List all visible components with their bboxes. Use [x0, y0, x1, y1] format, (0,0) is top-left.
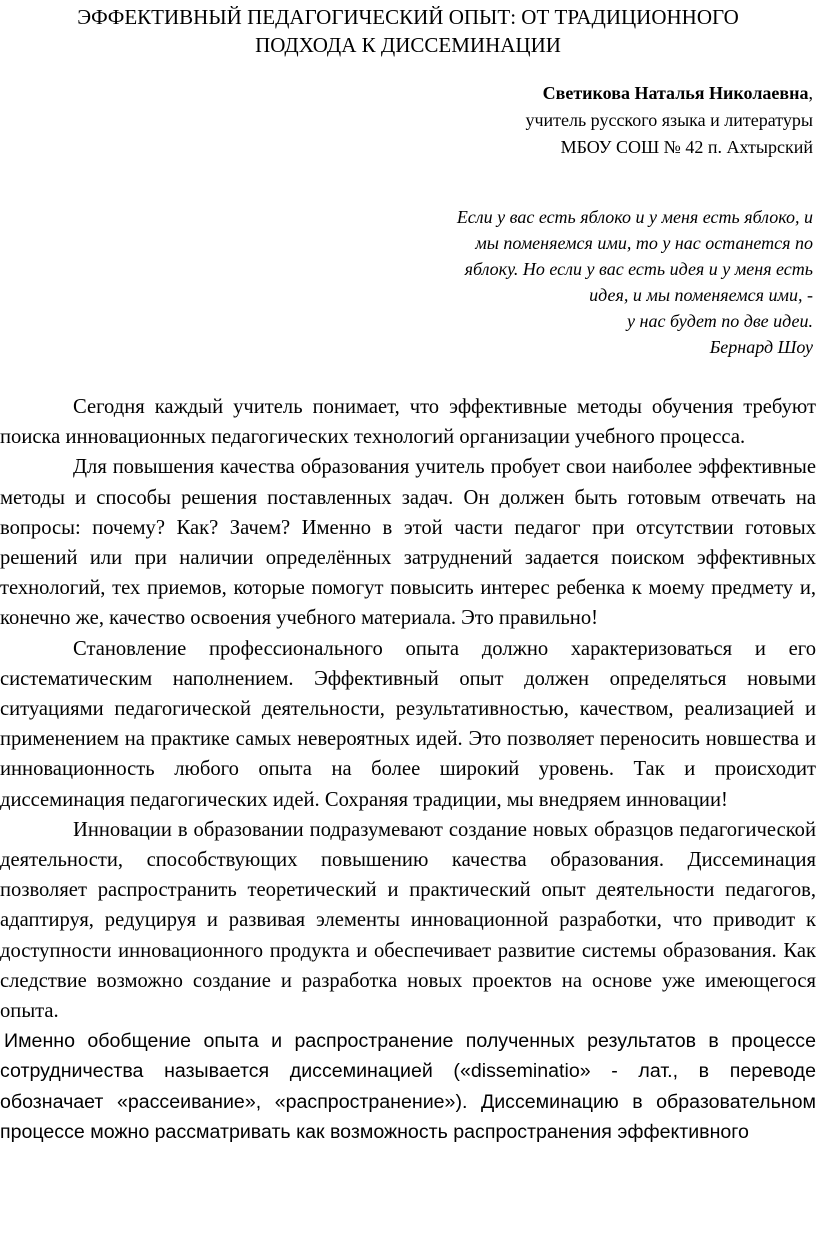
epigraph-line: идея, и мы поменяемся ими, - [589, 285, 813, 305]
epigraph [383, 204, 813, 360]
author-name-line [213, 80, 813, 107]
paragraph-3: Становление профессионального опыта должно характеризоваться и его систематическим наполнением. Эффективный опыт должен определяться новыми ситуациями педагогической деятельности, результативностью, качеством, реализацией и применением на практике самых невероятных идей. Это позволяет переносить новшества и инновационность любого опыта на более широкий уровень. Так и происходит диссеминация педагогических идей. Сохраняя традиции, мы внедряем инновации! [0, 637, 816, 811]
document-title [0, 3, 816, 59]
epigraph-line: мы поменяемся ими, то у нас останется по [475, 233, 813, 253]
author-block [213, 80, 813, 161]
epigraph-line: Если у вас есть яблоко и у меня есть яблоко, и [456, 207, 813, 227]
author-school: МБОУ СОШ № 42 п. Ахтырский [560, 137, 813, 157]
article-body [0, 392, 816, 1147]
title-line-2: ПОДХОДА К ДИССЕМИНАЦИИ [255, 33, 561, 57]
epigraph-line: у нас будет по две идеи. [627, 311, 813, 331]
paragraph-2: Для повышения качества образования учитель пробует свои наиболее эффективные методы и способы решения поставленных задач. Он должен быть готовым отвечать на вопросы: почему? Как? Зачем? Именно в этой части педагог при отсутствии готовых решений или при наличии определённых затруднений задается поиском эффективных технологий, тех приемов, которые помогут повысить интерес ребенка к моему предмету и, конечно же, качество освоения учебного материала. Это правильно! [0, 456, 816, 630]
author-name: Светикова Наталья Николаевна [542, 83, 809, 103]
author-position: учитель русского языка и литературы [525, 110, 813, 130]
paragraph-5: Именно обобщение опыта и распространение полученных результатов в процессе сотрудничества называется диссеминацией («disseminatio» - лат., в переводе обозначает «рассеивание», «распространение»). Диссеминацию в образовательном процессе можно рассматривать как возможность распространения эффективного [0, 1030, 816, 1143]
author-name-suffix: , [808, 83, 813, 103]
paragraph-4: Инновации в образовании подразумевают создание новых образцов педагогической деятельности, способствующих повышению качества образования. Диссеминация позволяет распространить теоретический и практический опыт деятельности педагогов, адаптируя, редуцируя и развивая элементы инновационной разработки, что приводит к доступности инновационного продукта и обеспечивает развитие системы образования. Как следствие возможно создание и разработка новых проектов на основе уже имеющегося опыта. [0, 818, 816, 1023]
title-line-1: ЭФФЕКТИВНЫЙ ПЕДАГОГИЧЕСКИЙ ОПЫТ: ОТ ТРАДИЦИОННОГО [77, 5, 739, 29]
epigraph-author: Бернард Шоу [709, 337, 813, 357]
paragraph-1: Сегодня каждый учитель понимает, что эффективные методы обучения требуют поиска инновационных педагогических технологий организации учебного процесса. [0, 396, 816, 449]
epigraph-line: яблоку. Но если у вас есть идея и у меня есть [464, 259, 813, 279]
